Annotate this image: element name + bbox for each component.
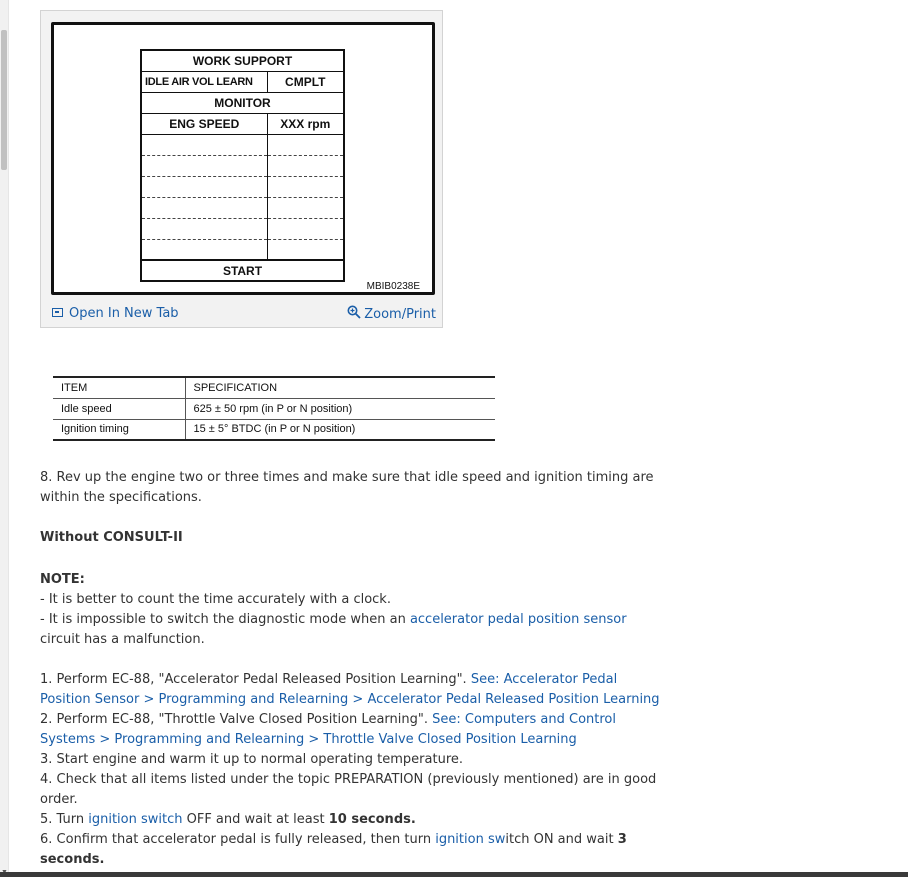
start-label: START [141,260,344,281]
step-1 [40,670,665,710]
blank-cell [141,218,267,239]
blank-cell [267,218,344,239]
step-text: itch ON and wait [505,832,618,847]
new-tab-icon [52,308,63,317]
scrollbar-thumb[interactable] [1,30,7,170]
blank-cell [141,176,267,197]
step-text: OFF and wait at least [182,812,329,827]
note-text: circuit has a malfunction. [40,632,205,647]
step-text: 6. Confirm that accelerator pedal is fully released, then turn [40,832,436,847]
throttle-valve-closed-position-link[interactable]: See: Computers and Control Systems > Programming and Relearning > Throttle Valve Closed Position Learning [40,712,616,747]
step-6 [40,830,665,870]
spec-cell-value: 625 ± 50 rpm (in P or N position) [185,398,495,419]
figure-actions [41,302,442,328]
ignition-switch-link[interactable]: ignition switch [88,812,183,827]
blank-cell [141,239,267,260]
note-title: NOTE: [40,572,85,587]
blank-cell [267,134,344,155]
spec-cell-value: 15 ± 5° BTDC (in P or N position) [185,419,495,440]
table-row [53,419,495,440]
blank-cell [141,155,267,176]
step-emphasis: 3 seconds. [40,832,627,867]
step-3: 3. Start engine and warm it up to normal operating temperature. [40,752,464,767]
figure-container [40,10,443,328]
blank-cell [141,197,267,218]
zoom-print-link[interactable] [347,304,436,322]
spec-cell-item: Ignition timing [53,419,185,440]
note-item-1: - It is better to count the time accurately with a clock. [40,592,391,607]
work-support-title: WORK SUPPORT [141,50,344,71]
step-2 [40,710,665,750]
open-in-new-tab-link[interactable] [52,306,179,321]
note-item-2 [40,610,665,650]
accelerator-pedal-sensor-link[interactable]: accelerator pedal position sensor [409,612,627,627]
note-text: - It is impossible to switch the diagnostic mode when an [40,612,410,627]
section-heading: Without CONSULT-II [40,530,183,545]
step-emphasis: 10 seconds. [328,812,416,827]
spec-header-specification: SPECIFICATION [185,377,495,398]
step-text: 2. Perform EC-88, "Throttle Valve Closed Position Learning". [40,712,433,727]
figure-image [51,22,435,295]
zoom-print-label: Zoom/Print [364,307,436,322]
monitor-title: MONITOR [141,92,344,113]
table-row [53,398,495,419]
spec-cell-item: Idle speed [53,398,185,419]
work-support-status: CMPLT [267,71,344,92]
figure-code: MBIB0238E [366,281,420,292]
open-in-new-tab-label: Open In New Tab [69,306,179,321]
monitor-value: XXX rpm [267,113,344,134]
step-5 [40,810,665,830]
step-text: 5. Turn [40,812,89,827]
step-8-text: 8. Rev up the engine two or three times and make sure that idle speed and ignition timing are within the specifications. [40,470,654,505]
blank-cell [267,155,344,176]
consult-screen-table [140,49,345,282]
blank-cell [267,197,344,218]
step-4: 4. Check that all items listed under the topic PREPARATION (previously mentioned) are in good order. [40,772,657,807]
blank-cell [267,176,344,197]
ignition-switch-link[interactable]: ignition sw [435,832,506,847]
magnifier-icon [347,305,361,319]
step-text: 1. Perform EC-88, "Accelerator Pedal Released Position Learning". [40,672,471,687]
blank-cell [141,134,267,155]
specification-table [53,376,495,441]
vertical-scrollbar[interactable] [0,0,9,877]
apps-released-position-learning-link[interactable]: See: Accelerator Pedal Position Sensor > Programming and Relearning > Accelerator Pedal Released Position Learning [40,672,660,707]
work-support-item: IDLE AIR VOL LEARN [141,71,267,92]
spec-header-item: ITEM [53,377,185,398]
bottom-edge-bar [0,872,908,877]
monitor-item: ENG SPEED [141,113,267,134]
blank-cell [267,239,344,260]
